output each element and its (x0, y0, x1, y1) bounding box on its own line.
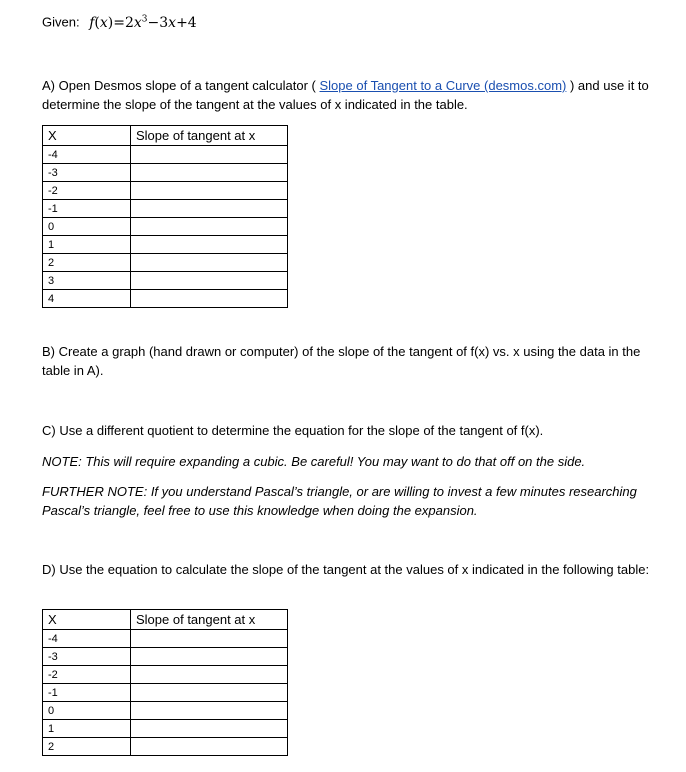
x-value-cell: 2 (43, 254, 131, 272)
function-formula: $f(x)=2x^3-3x+4$ (89, 14, 197, 31)
x-value-cell: -2 (43, 666, 131, 684)
part-d-instructions: D) Use the equation to calculate the slope of the tangent at the values of x indicated in the following table: (42, 562, 650, 577)
x-value-cell: 1 (43, 236, 131, 254)
slope-answer-cell[interactable] (131, 666, 288, 684)
part-c-note: NOTE: This will require expanding a cubic. Be careful! You may want to do that off on the side. (42, 454, 586, 469)
table-row (43, 218, 288, 236)
slope-answer-cell[interactable] (131, 630, 288, 648)
slope-answer-cell[interactable] (131, 164, 288, 182)
slope-answer-cell[interactable] (131, 738, 288, 756)
slope-answer-cell[interactable] (131, 684, 288, 702)
part-a-instructions: A) Open Desmos slope of a tangent calculator ( Slope of Tangent to a Curve (desmos.com) ) and use it to determine the slope of the tangent at the values of x indicated in the table. (42, 78, 649, 112)
slope-answer-cell[interactable] (131, 200, 288, 218)
x-value-cell: 0 (43, 218, 131, 236)
slope-answer-cell[interactable] (131, 720, 288, 738)
table-a-x-header: X (43, 126, 131, 146)
table-row (43, 236, 288, 254)
part-c-instructions: C) Use a different quotient to determine the equation for the slope of the tangent of f(x). (42, 423, 544, 438)
table-row (43, 684, 288, 702)
table-row (43, 648, 288, 666)
table-row (43, 630, 288, 648)
x-value-cell: 3 (43, 272, 131, 290)
table-row (43, 182, 288, 200)
table-row (43, 200, 288, 218)
slope-answer-cell[interactable] (131, 236, 288, 254)
given-label: Given: (42, 14, 80, 30)
given-equation (42, 14, 197, 31)
x-value-cell: 4 (43, 290, 131, 308)
slope-answer-cell[interactable] (131, 702, 288, 720)
slope-answer-cell[interactable] (131, 218, 288, 236)
desmos-link[interactable]: Slope of Tangent to a Curve (desmos.com) (319, 78, 567, 93)
part-c-further-note: FURTHER NOTE: If you understand Pascal’s triangle, or are willing to invest a few minutes researching Pascal’s triangle, feel free to use this knowledge when doing the expansion. (42, 484, 637, 518)
x-value-cell: -3 (43, 164, 131, 182)
table-a (42, 125, 288, 308)
table-d-x-header: X (43, 610, 131, 630)
slope-answer-cell[interactable] (131, 254, 288, 272)
table-d (42, 609, 288, 756)
slope-answer-cell[interactable] (131, 290, 288, 308)
table-row (43, 666, 288, 684)
x-value-cell: -1 (43, 200, 131, 218)
x-value-cell: -3 (43, 648, 131, 666)
table-row (43, 164, 288, 182)
table-row (43, 702, 288, 720)
slope-answer-cell[interactable] (131, 146, 288, 164)
x-value-cell: 0 (43, 702, 131, 720)
x-value-cell: -4 (43, 630, 131, 648)
table-row (43, 272, 288, 290)
slope-answer-cell[interactable] (131, 648, 288, 666)
part-b-instructions: B) Create a graph (hand drawn or computer) of the slope of the tangent of f(x) vs. x using the data in the table in A). (42, 344, 641, 378)
table-row (43, 254, 288, 272)
table-d-slope-header: Slope of tangent at x (131, 610, 288, 630)
table-row (43, 290, 288, 308)
x-value-cell: 1 (43, 720, 131, 738)
table-row (43, 738, 288, 756)
table-row (43, 146, 288, 164)
x-value-cell: -1 (43, 684, 131, 702)
x-value-cell: 2 (43, 738, 131, 756)
x-value-cell: -2 (43, 182, 131, 200)
table-row (43, 720, 288, 738)
slope-answer-cell[interactable] (131, 182, 288, 200)
table-a-slope-header: Slope of tangent at x (131, 126, 288, 146)
slope-answer-cell[interactable] (131, 272, 288, 290)
x-value-cell: -4 (43, 146, 131, 164)
